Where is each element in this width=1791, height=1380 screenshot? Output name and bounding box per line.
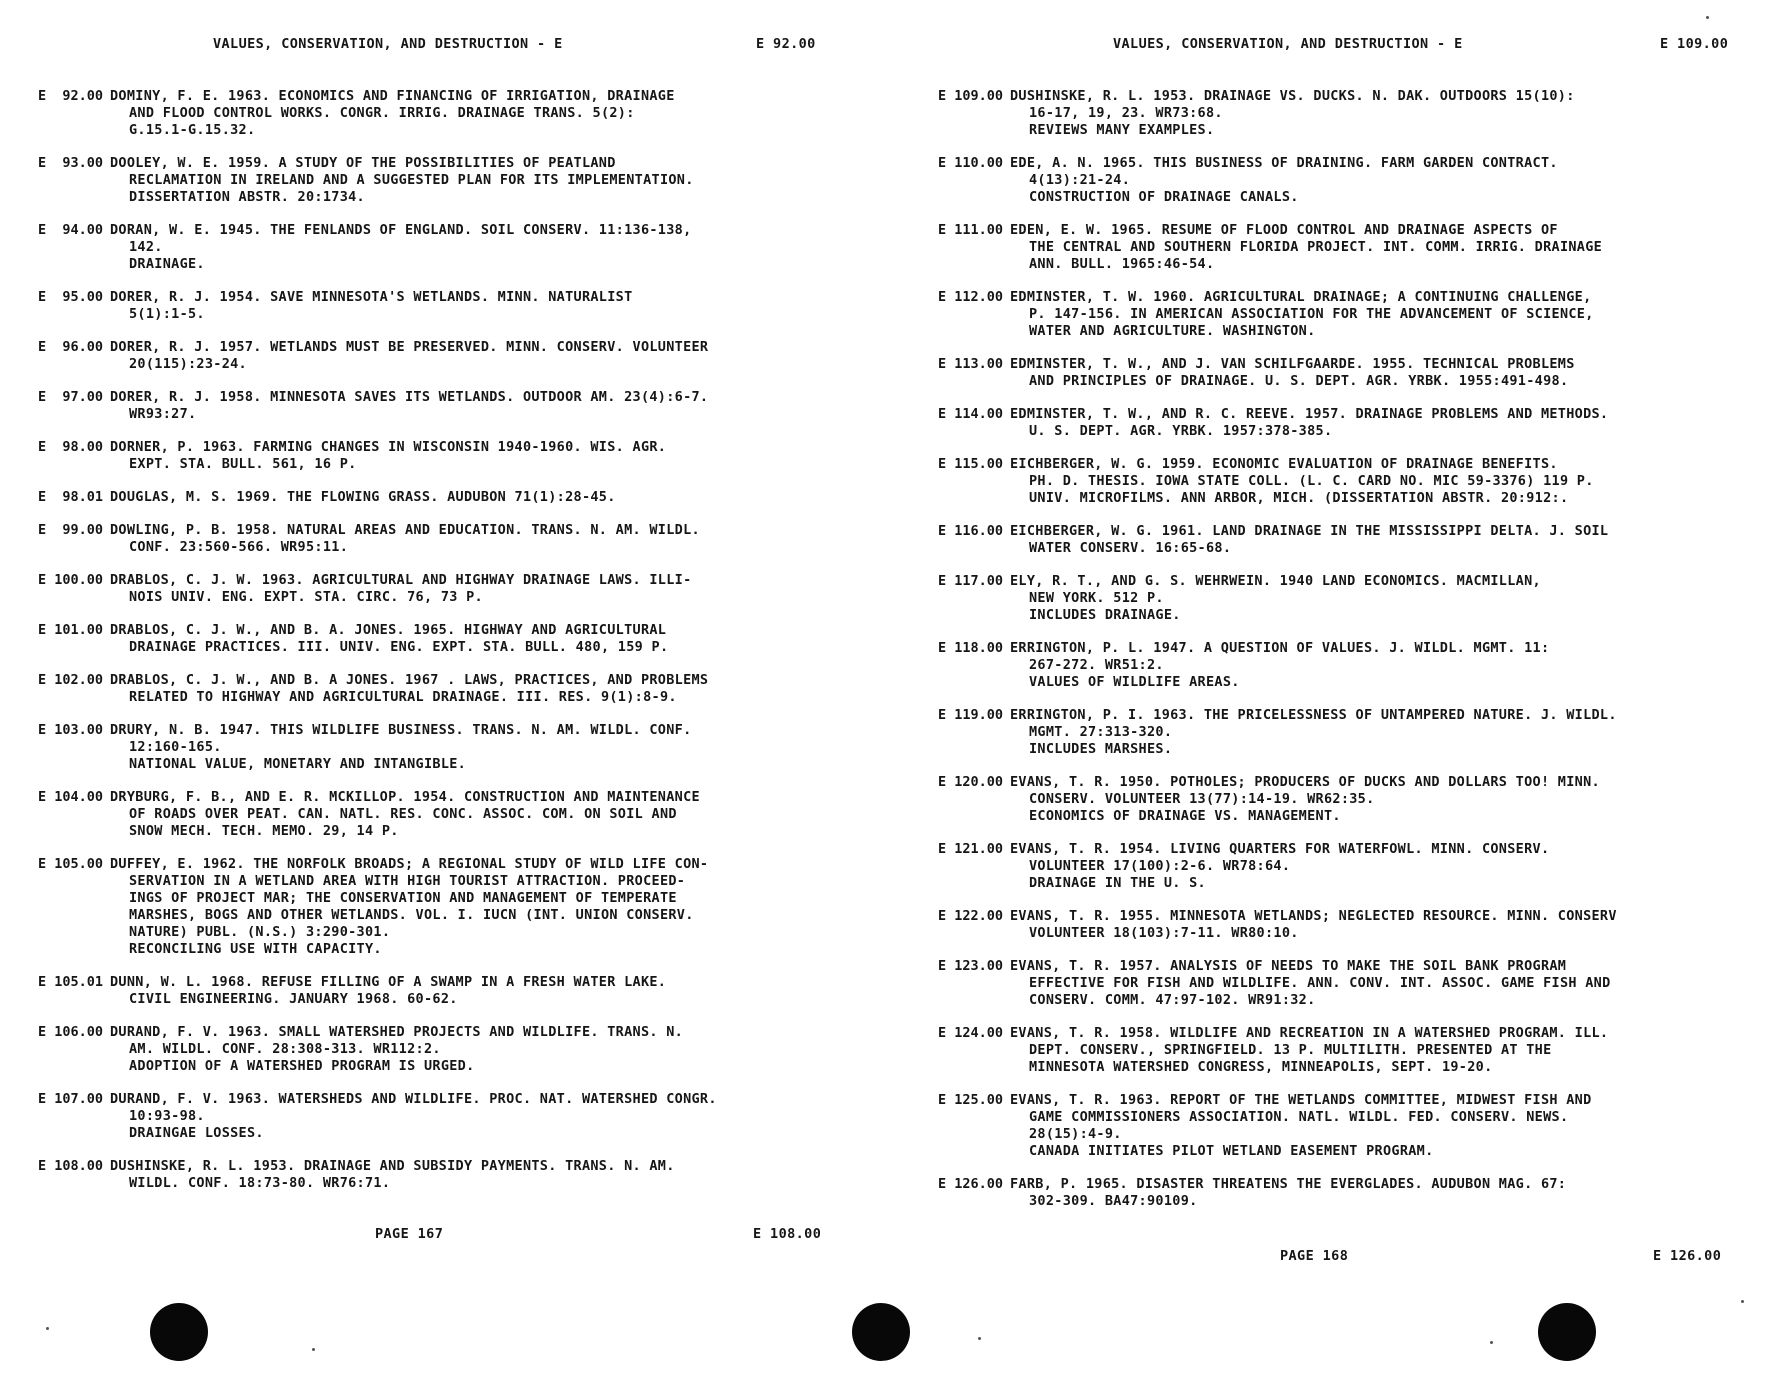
entry-number: E 123.00 [937, 958, 1003, 974]
entry-citation [1010, 908, 1758, 942]
entry-citation [1010, 573, 1758, 624]
bibliography-entry [918, 155, 1758, 206]
citation-continuation-line: CONSERV. COMM. 47:97-102. WR91:32. [1029, 992, 1316, 1008]
entry-number: E 126.00 [937, 1176, 1003, 1192]
citation-first-line: DUFFEY, E. 1962. THE NORFOLK BROADS; A REGIONAL STUDY OF WILD LIFE CON- [110, 856, 709, 872]
entry-list [918, 88, 1758, 1226]
citation-continuation-line: CANADA INITIATES PILOT WETLAND EASEMENT PROGRAM. [1029, 1143, 1434, 1159]
entry-citation [1010, 1025, 1758, 1076]
entry-number: E 98.01 [37, 489, 103, 505]
citation-continuation-line: DEPT. CONSERV., SPRINGFIELD. 13 P. MULTILITH. PRESENTED AT THE [1029, 1042, 1552, 1058]
entry-citation [110, 856, 838, 958]
citation-first-line: EVANS, T. R. 1955. MINNESOTA WETLANDS; NEGLECTED RESOURCE. MINN. CONSERV [1010, 908, 1617, 924]
citation-first-line: DURAND, F. V. 1963. WATERSHEDS AND WILDLIFE. PROC. NAT. WATERSHED CONGR. [110, 1091, 717, 1107]
entry-number: E 98.00 [37, 439, 103, 455]
citation-first-line: FARB, P. 1965. DISASTER THREATENS THE EVERGLADES. AUDUBON MAG. 67: [1010, 1176, 1567, 1192]
entry-number: E 122.00 [937, 908, 1003, 924]
citation-continuation-line: ANN. BULL. 1965:46-54. [1029, 256, 1215, 272]
entry-number: E 116.00 [937, 523, 1003, 539]
entry-number: E 97.00 [37, 389, 103, 405]
citation-first-line: DUSHINSKE, R. L. 1953. DRAINAGE VS. DUCKS. N. DAK. OUTDOORS 15(10): [1010, 88, 1575, 104]
bibliography-entry [918, 222, 1758, 273]
entry-citation [110, 339, 838, 373]
citation-continuation-line: REVIEWS MANY EXAMPLES. [1029, 122, 1215, 138]
entry-number: E 110.00 [937, 155, 1003, 171]
entry-citation [110, 222, 838, 273]
citation-first-line: EVANS, T. R. 1950. POTHOLES; PRODUCERS OF DUCKS AND DOLLARS TOO! MINN. [1010, 774, 1600, 790]
bibliography-entry [18, 222, 838, 273]
entry-citation [110, 389, 838, 423]
page-number: PAGE 168 [1280, 1248, 1349, 1264]
entry-citation [110, 1024, 838, 1075]
bibliography-entry [918, 523, 1758, 557]
citation-continuation-line: VALUES OF WILDLIFE AREAS. [1029, 674, 1240, 690]
citation-continuation-line: SNOW MECH. TECH. MEMO. 29, 14 P. [129, 823, 399, 839]
citation-first-line: EDMINSTER, T. W. 1960. AGRICULTURAL DRAINAGE; A CONTINUING CHALLENGE, [1010, 289, 1592, 305]
bibliography-entry [918, 456, 1758, 507]
entry-citation [1010, 958, 1758, 1009]
entry-number: E 114.00 [937, 406, 1003, 422]
citation-continuation-line: CONSERV. VOLUNTEER 13(77):14-19. WR62:35. [1029, 791, 1375, 807]
bibliography-entry [18, 1024, 838, 1075]
citation-continuation-line: G.15.1-G.15.32. [129, 122, 256, 138]
citation-continuation-line: NEW YORK. 512 P. [1029, 590, 1164, 606]
right-page [918, 0, 1758, 1380]
bibliography-entry [18, 974, 838, 1008]
entry-number: E 117.00 [937, 573, 1003, 589]
bibliography-entry [18, 339, 838, 373]
entry-number: E 120.00 [937, 774, 1003, 790]
citation-continuation-line: OF ROADS OVER PEAT. CAN. NATL. RES. CONC. ASSOC. COM. ON SOIL AND [129, 806, 677, 822]
bibliography-entry [18, 489, 838, 506]
entry-citation [110, 289, 838, 323]
entry-number: E 108.00 [37, 1158, 103, 1174]
entry-number: E 103.00 [37, 722, 103, 738]
punch-hole [150, 1303, 208, 1361]
citation-continuation-line: DRAINAGE PRACTICES. III. UNIV. ENG. EXPT. STA. BULL. 480, 159 P. [129, 639, 669, 655]
entry-citation [110, 489, 838, 506]
entry-citation [110, 1091, 838, 1142]
entry-number: E 119.00 [937, 707, 1003, 723]
citation-first-line: DORAN, W. E. 1945. THE FENLANDS OF ENGLAND. SOIL CONSERV. 11:136-138, [110, 222, 692, 238]
citation-first-line: ERRINGTON, P. L. 1947. A QUESTION OF VALUES. J. WILDL. MGMT. 11: [1010, 640, 1550, 656]
citation-first-line: EVANS, T. R. 1954. LIVING QUARTERS FOR WATERFOWL. MINN. CONSERV. [1010, 841, 1550, 857]
header-code: E 109.00 [1660, 36, 1729, 52]
bibliography-entry [18, 155, 838, 206]
entry-number: E 94.00 [37, 222, 103, 238]
entry-citation [1010, 1092, 1758, 1160]
entry-citation [110, 1158, 838, 1192]
citation-continuation-line: 142. [129, 239, 163, 255]
entry-number: E 104.00 [37, 789, 103, 805]
scan-speck [46, 1327, 49, 1330]
citation-continuation-line: PH. D. THESIS. IOWA STATE COLL. (L. C. CARD NO. MIC 59-3376) 119 P. [1029, 473, 1594, 489]
scan-speck [1741, 1300, 1744, 1303]
entry-number: E 100.00 [37, 572, 103, 588]
citation-continuation-line: ADOPTION OF A WATERSHED PROGRAM IS URGED. [129, 1058, 475, 1074]
bibliography-entry [918, 88, 1758, 139]
entry-citation [1010, 289, 1758, 340]
entry-citation [110, 722, 838, 773]
entry-list [18, 88, 838, 1208]
bibliography-entry [918, 958, 1758, 1009]
entry-citation [110, 522, 838, 556]
citation-continuation-line: DRAINAGE IN THE U. S. [1029, 875, 1206, 891]
scan-speck [312, 1348, 315, 1351]
citation-continuation-line: 267-272. WR51:2. [1029, 657, 1164, 673]
citation-continuation-line: U. S. DEPT. AGR. YRBK. 1957:378-385. [1029, 423, 1333, 439]
bibliography-entry [18, 289, 838, 323]
entry-citation [110, 622, 838, 656]
bibliography-entry [918, 640, 1758, 691]
entry-number: E 107.00 [37, 1091, 103, 1107]
header-title: VALUES, CONSERVATION, AND DESTRUCTION - E [213, 36, 563, 52]
citation-continuation-line: NOIS UNIV. ENG. EXPT. STA. CIRC. 76, 73 P. [129, 589, 483, 605]
entry-citation [1010, 222, 1758, 273]
entry-citation [1010, 774, 1758, 825]
citation-continuation-line: VOLUNTEER 18(103):7-11. WR80:10. [1029, 925, 1299, 941]
bibliography-entry [918, 841, 1758, 892]
bibliography-entry [18, 572, 838, 606]
entry-number: E 112.00 [937, 289, 1003, 305]
bibliography-entry [18, 622, 838, 656]
citation-first-line: EVANS, T. R. 1963. REPORT OF THE WETLANDS COMMITTEE, MIDWEST FISH AND [1010, 1092, 1592, 1108]
entry-citation [1010, 523, 1758, 557]
citation-continuation-line: NATURE) PUBL. (N.S.) 3:290-301. [129, 924, 391, 940]
citation-continuation-line: RELATED TO HIGHWAY AND AGRICULTURAL DRAINAGE. III. RES. 9(1):8-9. [129, 689, 677, 705]
citation-continuation-line: AND FLOOD CONTROL WORKS. CONGR. IRRIG. DRAINAGE TRANS. 5(2): [129, 105, 635, 121]
entry-citation [110, 155, 838, 206]
entry-citation [110, 974, 838, 1008]
bibliography-entry [18, 672, 838, 706]
entry-number: E 101.00 [37, 622, 103, 638]
entry-number: E 92.00 [37, 88, 103, 104]
citation-first-line: DURAND, F. V. 1963. SMALL WATERSHED PROJECTS AND WILDLIFE. TRANS. N. [110, 1024, 684, 1040]
bibliography-entry [918, 289, 1758, 340]
bibliography-entry [18, 789, 838, 840]
citation-continuation-line: WR93:27. [129, 406, 197, 422]
left-page [18, 0, 838, 1380]
citation-continuation-line: 12:160-165. [129, 739, 222, 755]
entry-citation [110, 672, 838, 706]
citation-continuation-line: 10:93-98. [129, 1108, 205, 1124]
citation-continuation-line: UNIV. MICROFILMS. ANN ARBOR, MICH. (DISSERTATION ABSTR. 20:912:. [1029, 490, 1569, 506]
bibliography-entry [918, 1025, 1758, 1076]
citation-continuation-line: MGMT. 27:313-320. [1029, 724, 1173, 740]
citation-continuation-line: RECONCILING USE WITH CAPACITY. [129, 941, 382, 957]
bibliography-entry [18, 1091, 838, 1142]
citation-continuation-line: CONF. 23:560-566. WR95:11. [129, 539, 349, 555]
citation-continuation-line: 4(13):21-24. [1029, 172, 1131, 188]
citation-continuation-line: MARSHES, BOGS AND OTHER WETLANDS. VOL. I. IUCN (INT. UNION CONSERV. [129, 907, 694, 923]
entry-number: E 118.00 [937, 640, 1003, 656]
bibliography-entry [918, 774, 1758, 825]
entry-citation [1010, 356, 1758, 390]
bibliography-entry [918, 908, 1758, 942]
citation-first-line: DRABLOS, C. J. W. 1963. AGRICULTURAL AND HIGHWAY DRAINAGE LAWS. ILLI- [110, 572, 692, 588]
header-title: VALUES, CONSERVATION, AND DESTRUCTION - E [1113, 36, 1463, 52]
citation-continuation-line: INCLUDES DRAINAGE. [1029, 607, 1181, 623]
citation-first-line: ERRINGTON, P. I. 1963. THE PRICELESSNESS OF UNTAMPERED NATURE. J. WILDL. [1010, 707, 1617, 723]
bibliography-entry [918, 356, 1758, 390]
punch-hole [1538, 1303, 1596, 1361]
citation-continuation-line: SERVATION IN A WETLAND AREA WITH HIGH TOURIST ATTRACTION. PROCEED- [129, 873, 686, 889]
entry-number: E 111.00 [937, 222, 1003, 238]
bibliography-entry [18, 1158, 838, 1192]
entry-citation [1010, 707, 1758, 758]
citation-first-line: EDMINSTER, T. W., AND R. C. REEVE. 1957. DRAINAGE PROBLEMS AND METHODS. [1010, 406, 1609, 422]
bibliography-entry [18, 722, 838, 773]
citation-first-line: DOOLEY, W. E. 1959. A STUDY OF THE POSSIBILITIES OF PEATLAND [110, 155, 616, 171]
entry-number: E 113.00 [937, 356, 1003, 372]
citation-continuation-line: DRAINAGE. [129, 256, 205, 272]
bibliography-entry [918, 1092, 1758, 1160]
citation-continuation-line: GAME COMMISSIONERS ASSOCIATION. NATL. WILDL. FED. CONSERV. NEWS. [1029, 1109, 1569, 1125]
citation-continuation-line: MINNESOTA WATERSHED CONGRESS, MINNEAPOLIS, SEPT. 19-20. [1029, 1059, 1493, 1075]
citation-first-line: EVANS, T. R. 1958. WILDLIFE AND RECREATION IN A WATERSHED PROGRAM. ILL. [1010, 1025, 1609, 1041]
citation-first-line: DORNER, P. 1963. FARMING CHANGES IN WISCONSIN 1940-1960. WIS. AGR. [110, 439, 667, 455]
citation-continuation-line: INCLUDES MARSHES. [1029, 741, 1173, 757]
citation-first-line: EDEN, E. W. 1965. RESUME OF FLOOD CONTROL AND DRAINAGE ASPECTS OF [1010, 222, 1558, 238]
punch-hole [852, 1303, 910, 1361]
footer-code: E 126.00 [1653, 1248, 1722, 1264]
bibliography-entry [18, 439, 838, 473]
entry-citation [1010, 1176, 1758, 1210]
bibliography-entry [918, 1176, 1758, 1210]
citation-continuation-line: 5(1):1-5. [129, 306, 205, 322]
entry-citation [110, 572, 838, 606]
entry-number: E 102.00 [37, 672, 103, 688]
page-footer [18, 1226, 838, 1246]
entry-number: E 96.00 [37, 339, 103, 355]
entry-number: E 121.00 [937, 841, 1003, 857]
citation-continuation-line: THE CENTRAL AND SOUTHERN FLORIDA PROJECT. INT. COMM. IRRIG. DRAINAGE [1029, 239, 1603, 255]
citation-continuation-line: 20(115):23-24. [129, 356, 247, 372]
citation-continuation-line: WILDL. CONF. 18:73-80. WR76:71. [129, 1175, 391, 1191]
citation-continuation-line: INGS OF PROJECT MAR; THE CONSERVATION AND MANAGEMENT OF TEMPERATE [129, 890, 677, 906]
bibliography-entry [18, 522, 838, 556]
page-header [18, 36, 838, 56]
entry-citation [110, 789, 838, 840]
entry-citation [1010, 640, 1758, 691]
citation-continuation-line: NATIONAL VALUE, MONETARY AND INTANGIBLE. [129, 756, 467, 772]
citation-first-line: DUNN, W. L. 1968. REFUSE FILLING OF A SWAMP IN A FRESH WATER LAKE. [110, 974, 667, 990]
citation-continuation-line: WATER AND AGRICULTURE. WASHINGTON. [1029, 323, 1316, 339]
bibliography-entry [18, 88, 838, 139]
citation-continuation-line: DISSERTATION ABSTR. 20:1734. [129, 189, 365, 205]
citation-first-line: DORER, R. J. 1957. WETLANDS MUST BE PRESERVED. MINN. CONSERV. VOLUNTEER [110, 339, 709, 355]
citation-continuation-line: CONSTRUCTION OF DRAINAGE CANALS. [1029, 189, 1299, 205]
citation-first-line: EDE, A. N. 1965. THIS BUSINESS OF DRAINING. FARM GARDEN CONTRACT. [1010, 155, 1558, 171]
bibliography-entry [918, 573, 1758, 624]
citation-first-line: DRURY, N. B. 1947. THIS WILDLIFE BUSINESS. TRANS. N. AM. WILDL. CONF. [110, 722, 692, 738]
citation-first-line: DRYBURG, F. B., AND E. R. MCKILLOP. 1954. CONSTRUCTION AND MAINTENANCE [110, 789, 700, 805]
citation-continuation-line: 28(15):4-9. [1029, 1126, 1122, 1142]
entry-citation [110, 88, 838, 139]
citation-first-line: DOUGLAS, M. S. 1969. THE FLOWING GRASS. AUDUBON 71(1):28-45. [110, 489, 616, 505]
citation-first-line: DORER, R. J. 1954. SAVE MINNESOTA'S WETLANDS. MINN. NATURALIST [110, 289, 633, 305]
entry-citation [110, 439, 838, 473]
citation-first-line: ELY, R. T., AND G. S. WEHRWEIN. 1940 LAND ECONOMICS. MACMILLAN, [1010, 573, 1541, 589]
citation-first-line: EICHBERGER, W. G. 1961. LAND DRAINAGE IN THE MISSISSIPPI DELTA. J. SOIL [1010, 523, 1609, 539]
entry-citation [1010, 406, 1758, 440]
page-footer [918, 1248, 1758, 1268]
entry-number: E 125.00 [937, 1092, 1003, 1108]
citation-continuation-line: RECLAMATION IN IRELAND AND A SUGGESTED PLAN FOR ITS IMPLEMENTATION. [129, 172, 694, 188]
citation-continuation-line: ECONOMICS OF DRAINAGE VS. MANAGEMENT. [1029, 808, 1341, 824]
citation-continuation-line: CIVIL ENGINEERING. JANUARY 1968. 60-62. [129, 991, 458, 1007]
citation-continuation-line: EXPT. STA. BULL. 561, 16 P. [129, 456, 357, 472]
citation-first-line: DOWLING, P. B. 1958. NATURAL AREAS AND EDUCATION. TRANS. N. AM. WILDL. [110, 522, 700, 538]
entry-number: E 95.00 [37, 289, 103, 305]
citation-first-line: EVANS, T. R. 1957. ANALYSIS OF NEEDS TO MAKE THE SOIL BANK PROGRAM [1010, 958, 1567, 974]
citation-first-line: DRABLOS, C. J. W., AND B. A JONES. 1967 . LAWS, PRACTICES, AND PROBLEMS [110, 672, 709, 688]
entry-number: E 105.01 [37, 974, 103, 990]
entry-citation [1010, 88, 1758, 139]
citation-continuation-line: 16-17, 19, 23. WR73:68. [1029, 105, 1223, 121]
scan-speck [978, 1337, 981, 1340]
citation-continuation-line: AM. WILDL. CONF. 28:308-313. WR112:2. [129, 1041, 441, 1057]
citation-first-line: DOMINY, F. E. 1963. ECONOMICS AND FINANCING OF IRRIGATION, DRAINAGE [110, 88, 675, 104]
citation-first-line: EICHBERGER, W. G. 1959. ECONOMIC EVALUATION OF DRAINAGE BENEFITS. [1010, 456, 1558, 472]
bibliography-entry [918, 406, 1758, 440]
entry-number: E 105.00 [37, 856, 103, 872]
footer-code: E 108.00 [753, 1226, 822, 1242]
entry-number: E 106.00 [37, 1024, 103, 1040]
page-number: PAGE 167 [375, 1226, 444, 1242]
entry-number: E 93.00 [37, 155, 103, 171]
scan-speck [1706, 16, 1709, 19]
citation-continuation-line: WATER CONSERV. 16:65-68. [1029, 540, 1232, 556]
citation-first-line: DRABLOS, C. J. W., AND B. A. JONES. 1965. HIGHWAY AND AGRICULTURAL [110, 622, 667, 638]
citation-continuation-line: P. 147-156. IN AMERICAN ASSOCIATION FOR THE ADVANCEMENT OF SCIENCE, [1029, 306, 1594, 322]
citation-continuation-line: DRAINGAE LOSSES. [129, 1125, 264, 1141]
bibliography-entry [18, 389, 838, 423]
citation-continuation-line: 302-309. BA47:90109. [1029, 1193, 1198, 1209]
entry-citation [1010, 456, 1758, 507]
citation-first-line: DORER, R. J. 1958. MINNESOTA SAVES ITS WETLANDS. OUTDOOR AM. 23(4):6-7. [110, 389, 709, 405]
bibliography-entry [918, 707, 1758, 758]
entry-number: E 124.00 [937, 1025, 1003, 1041]
citation-first-line: DUSHINSKE, R. L. 1953. DRAINAGE AND SUBSIDY PAYMENTS. TRANS. N. AM. [110, 1158, 675, 1174]
entry-citation [1010, 155, 1758, 206]
entry-number: E 99.00 [37, 522, 103, 538]
bibliography-entry [18, 856, 838, 958]
entry-number: E 109.00 [937, 88, 1003, 104]
citation-continuation-line: AND PRINCIPLES OF DRAINAGE. U. S. DEPT. AGR. YRBK. 1955:491-498. [1029, 373, 1569, 389]
entry-citation [1010, 841, 1758, 892]
citation-first-line: EDMINSTER, T. W., AND J. VAN SCHILFGAARDE. 1955. TECHNICAL PROBLEMS [1010, 356, 1575, 372]
header-code: E 92.00 [756, 36, 816, 52]
citation-continuation-line: EFFECTIVE FOR FISH AND WILDLIFE. ANN. CONV. INT. ASSOC. GAME FISH AND [1029, 975, 1611, 991]
page-header [918, 36, 1758, 56]
entry-number: E 115.00 [937, 456, 1003, 472]
scan-speck [1490, 1341, 1493, 1344]
citation-continuation-line: VOLUNTEER 17(100):2-6. WR78:64. [1029, 858, 1291, 874]
